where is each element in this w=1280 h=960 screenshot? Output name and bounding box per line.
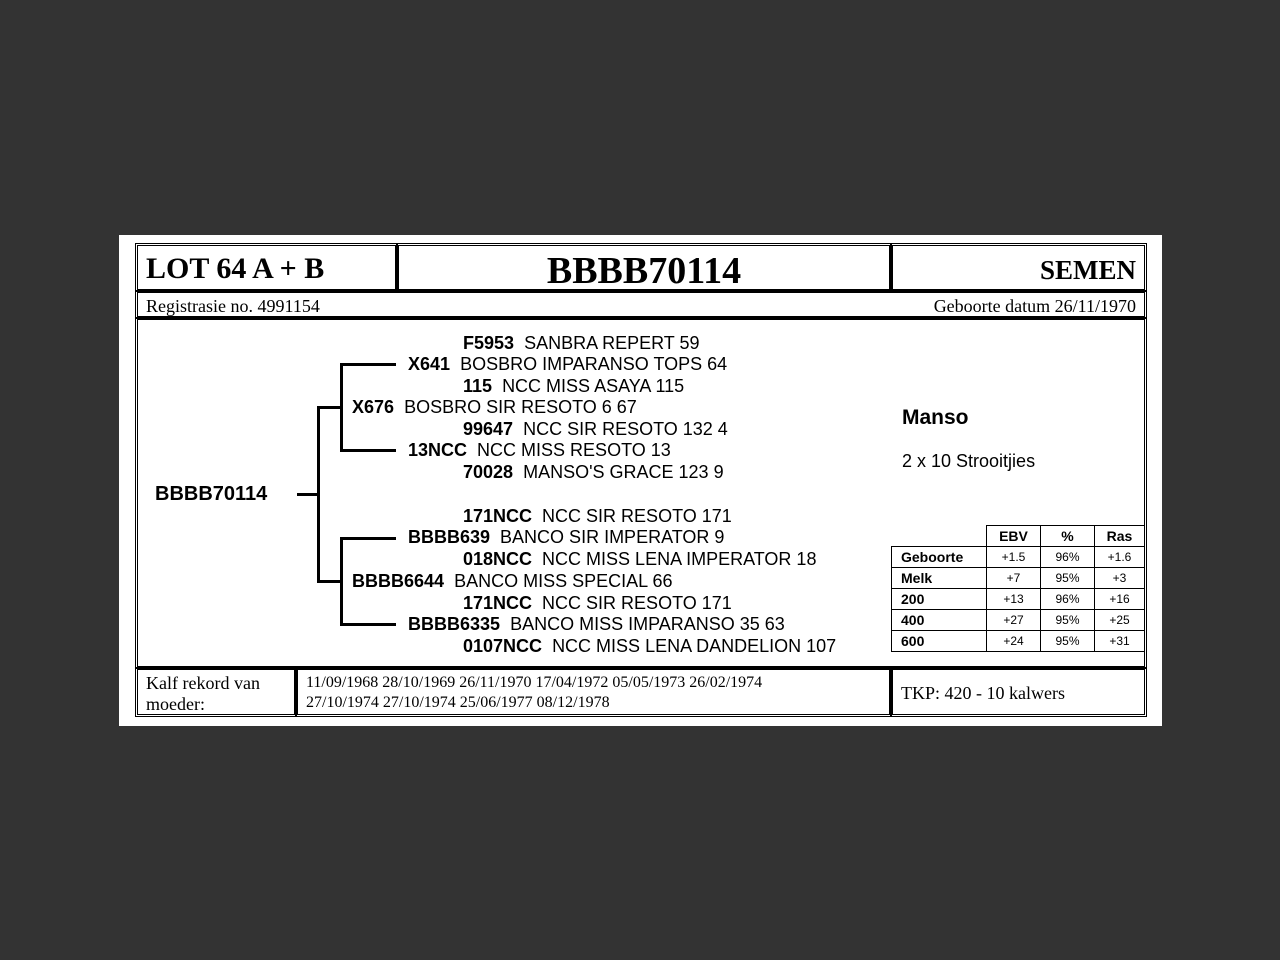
sire-dam-dam (463, 462, 724, 482)
birth-date: Geboorte datum 26/11/1970 (933, 296, 1136, 316)
dam-connector (317, 580, 341, 583)
tkp-box (890, 667, 1147, 717)
ebv-accuracy: 95% (1041, 631, 1095, 652)
ebv-row-label: Geboorte (892, 547, 987, 568)
sire-sire-dam (463, 376, 684, 396)
ebv-table (891, 525, 1145, 652)
pedigree-name: BOSBRO SIR RESOTO 6 67 (404, 397, 637, 417)
dam-dam-sire (463, 593, 732, 613)
ebv-value: +24 (987, 631, 1041, 652)
calf-record-label-box (135, 667, 297, 717)
calf-dates-line2: 27/10/1974 27/10/1974 25/06/1977 08/12/1978 (306, 694, 610, 711)
pedigree-name: BANCO MISS SPECIAL 66 (454, 571, 673, 591)
ebv-breed-avg: +25 (1095, 610, 1145, 631)
registration-box (135, 290, 1147, 319)
animal-code-title: BBBB70114 (546, 250, 742, 292)
ebv-accuracy: 95% (1041, 568, 1095, 589)
ebv-value: +1.5 (987, 547, 1041, 568)
dam (352, 571, 672, 591)
pedigree-id: F5953 (463, 333, 515, 353)
ebv-row (892, 589, 1145, 610)
ebv-row-label: 400 (892, 610, 987, 631)
pedigree-name: BANCO SIR IMPERATOR 9 (500, 527, 725, 547)
pedigree-id: 018NCC (463, 549, 533, 569)
sire-sire-sire (463, 333, 699, 353)
ebv-row (892, 547, 1145, 568)
ebv-value: +27 (987, 610, 1041, 631)
sire-dam-connector (340, 449, 396, 452)
dam-sire (408, 527, 724, 547)
sire-sire (408, 354, 727, 374)
ebv-header-ras: Ras (1095, 526, 1145, 547)
pedigree-name: NCC MISS RESOTO 13 (477, 440, 671, 460)
dam-sire-dam (463, 549, 816, 569)
product-type: SEMEN (1039, 255, 1136, 285)
ebv-breed-avg: +3 (1095, 568, 1145, 589)
pedigree-id: BBBB6644 (352, 571, 445, 591)
ebv-row (892, 631, 1145, 652)
pedigree-id: 115 (463, 376, 493, 396)
type-box (890, 243, 1147, 292)
pedigree-id: BBBB6335 (408, 614, 501, 634)
pedigree-name: BANCO MISS IMPARANSO 35 63 (510, 614, 785, 634)
pedigree-name: NCC MISS LENA DANDELION 107 (552, 636, 837, 656)
pedigree-name: MANSO'S GRACE 123 9 (523, 462, 724, 482)
dam-vertical-line (340, 537, 343, 625)
registration-number: Registrasie no. 4991154 (146, 296, 320, 316)
pedigree-name: SANBRA REPERT 59 (524, 333, 700, 353)
calf-record-dates-box (295, 667, 892, 717)
subject-id: BBBB70114 (155, 483, 268, 505)
pedigree-id: X676 (352, 397, 395, 417)
straw-count: 2 x 10 Strooitjies (902, 451, 1036, 471)
lot-number: LOT 64 A + B (146, 252, 325, 285)
dam-dam-connector (340, 623, 396, 626)
sire-vertical-line (340, 363, 343, 451)
ebv-header-percent: % (1041, 526, 1095, 547)
pedigree-id: 70028 (463, 462, 514, 482)
ebv-value: +13 (987, 589, 1041, 610)
ebv-breed-avg: +1.6 (1095, 547, 1145, 568)
ebv-breed-avg: +16 (1095, 589, 1145, 610)
ebv-header-blank (892, 526, 987, 547)
pedigree-name: NCC SIR RESOTO 171 (542, 506, 732, 526)
ebv-row (892, 610, 1145, 631)
pedigree-id: X641 (408, 354, 451, 374)
dam-dam (408, 614, 785, 634)
pedigree-id: BBBB639 (408, 527, 491, 547)
breeder-name: Manso (902, 406, 969, 429)
pedigree-id: 0107NCC (463, 636, 543, 656)
dam-sire-connector (340, 537, 396, 540)
sire-connector (317, 406, 341, 409)
pedigree-id: 171NCC (463, 506, 533, 526)
pedigree-name: NCC SIR RESOTO 171 (542, 593, 732, 613)
pedigree-id: 13NCC (408, 440, 468, 460)
tkp-summary: TKP: 420 - 10 kalwers (901, 683, 1065, 703)
ebv-row (892, 568, 1145, 589)
ebv-row-label: 600 (892, 631, 987, 652)
sire-dam-sire (463, 419, 728, 439)
dam-dam-dam (463, 636, 836, 656)
pedigree-name: NCC MISS LENA IMPERATOR 18 (542, 549, 817, 569)
pedigree-name: NCC MISS ASAYA 115 (502, 376, 685, 396)
calf-record-label-line2: moeder: (146, 694, 205, 714)
ebv-value: +7 (987, 568, 1041, 589)
ebv-accuracy: 96% (1041, 547, 1095, 568)
ebv-row-label: Melk (892, 568, 987, 589)
calf-dates-line1: 11/09/1968 28/10/1969 26/11/1970 17/04/1972 05/05/1973 26/02/1974 (306, 674, 763, 691)
subject-connector (297, 493, 319, 496)
pedigree-name: BOSBRO IMPARANSO TOPS 64 (460, 354, 728, 374)
ebv-header-row (892, 526, 1145, 547)
ebv-accuracy: 95% (1041, 610, 1095, 631)
ebv-accuracy: 96% (1041, 589, 1095, 610)
pedigree-name: NCC SIR RESOTO 132 4 (523, 419, 728, 439)
main-vertical-line (317, 406, 320, 582)
ebv-breed-avg: +31 (1095, 631, 1145, 652)
code-box (396, 243, 892, 292)
calf-record-label-line1: Kalf rekord van (146, 673, 260, 693)
sire-sire-connector (340, 363, 396, 366)
lot-box (135, 243, 398, 292)
lot-card (119, 235, 1162, 726)
dam-sire-sire (463, 506, 732, 526)
ebv-header-ebv: EBV (987, 526, 1041, 547)
ebv-row-label: 200 (892, 589, 987, 610)
pedigree-subject (155, 484, 267, 504)
sire-dam (408, 440, 671, 460)
sire (352, 397, 637, 417)
pedigree-id: 99647 (463, 419, 514, 439)
pedigree-id: 171NCC (463, 593, 533, 613)
